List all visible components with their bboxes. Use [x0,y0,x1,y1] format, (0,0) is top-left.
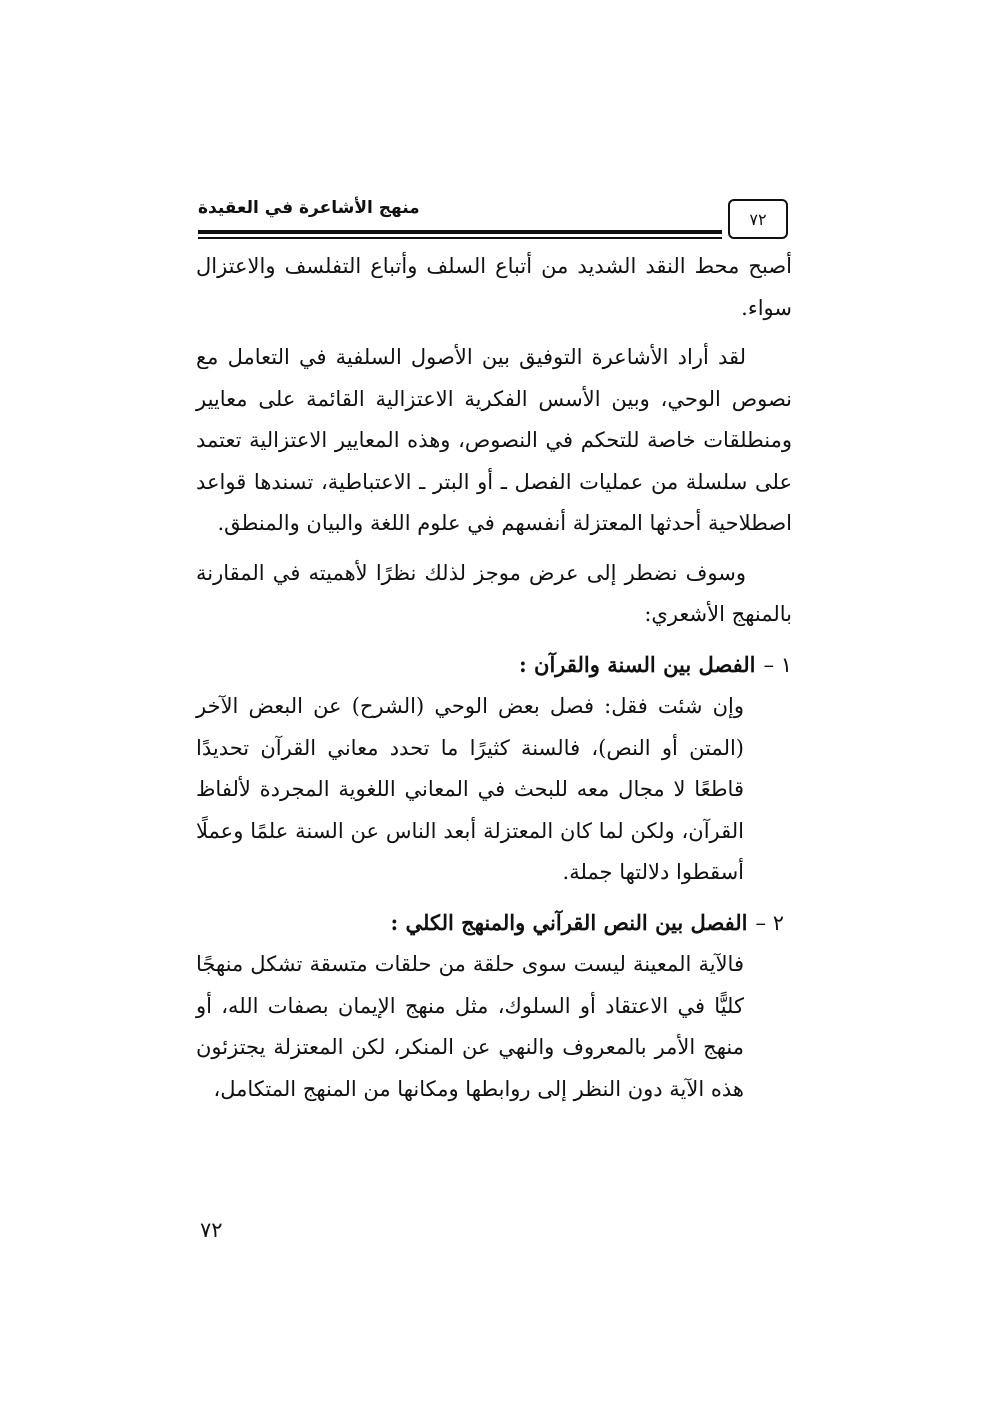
page-body [196,246,792,1118]
section-text-1: وإن شئت فقل: فصل بعض الوحي (الشرح) عن البعض الآخر (المتن أو النص)، فالسنة كثيرًا ما تحدد معاني القرآن تحديدًا قاطعًا لا مجال معه للبحث في المعاني اللغوية المجردة لألفاظ القرآن، ولكن لما كان المعتزلة أبعد الناس عن السنة علمًا وعملًا أسقطوا دلالتها جملة. [196,694,744,884]
paragraph-brief-overview: وسوف نضطر إلى عرض موجز لذلك نظرًا لأهميته في المقارنة بالمنهج الأشعري: [196,560,792,626]
header-rule-thin [198,237,722,239]
section-heading-2 [196,902,792,945]
section-text-2: فالآية المعينة ليست سوى حلقة من حلقات متسقة تشكل منهجًا كليًّا في الاعتقاد أو السلوك، مثل منهج الإيمان بصفات الله، أو منهج الأمر بالمعروف والنهي عن المنكر، لكن المعتزلة يجتزئون هذه الآية دون النظر إلى روابطها ومكانها من المنهج المتكامل، [196,952,744,1101]
header-page-number [728,199,788,239]
section-title-2: الفصل بين النص القرآني والمنهج الكلي : [390,909,748,935]
running-header-title: منهج الأشاعرة في العقيدة [198,198,420,218]
paragraph-continuation: أصبح محط النقد الشديد من أتباع السلف وأتباع التفلسف والاعتزال سواء. [196,254,792,320]
header-rule-thick [198,230,722,234]
paragraph-ashari-reconciliation: لقد أراد الأشاعرة التوفيق بين الأصول السلفية في التعامل مع نصوص الوحي، وبين الأسس الفكرية الاعتزالية القائمة على معايير ومنطلقات خاصة للتحكم في النصوص، وهذه المعايير الاعتزالية تعتمد على سلسلة من عمليات الفصل ـ أو البتر ـ الاعتباطية، تسندها قواعد اصطلاحية أحدثها المعتزلة أنفسهم في علوم اللغة والبيان والمنطق. [196,345,792,535]
header-page-number-text: ٧٢ [749,209,767,229]
section-title-1: الفصل بين السنة والقرآن : [518,651,756,677]
section-number-2: ٢ – [755,910,784,935]
footer-page-number: ٧٢ [200,1218,223,1242]
section-number-1: ١ – [763,652,792,677]
section-heading-1 [196,644,792,687]
